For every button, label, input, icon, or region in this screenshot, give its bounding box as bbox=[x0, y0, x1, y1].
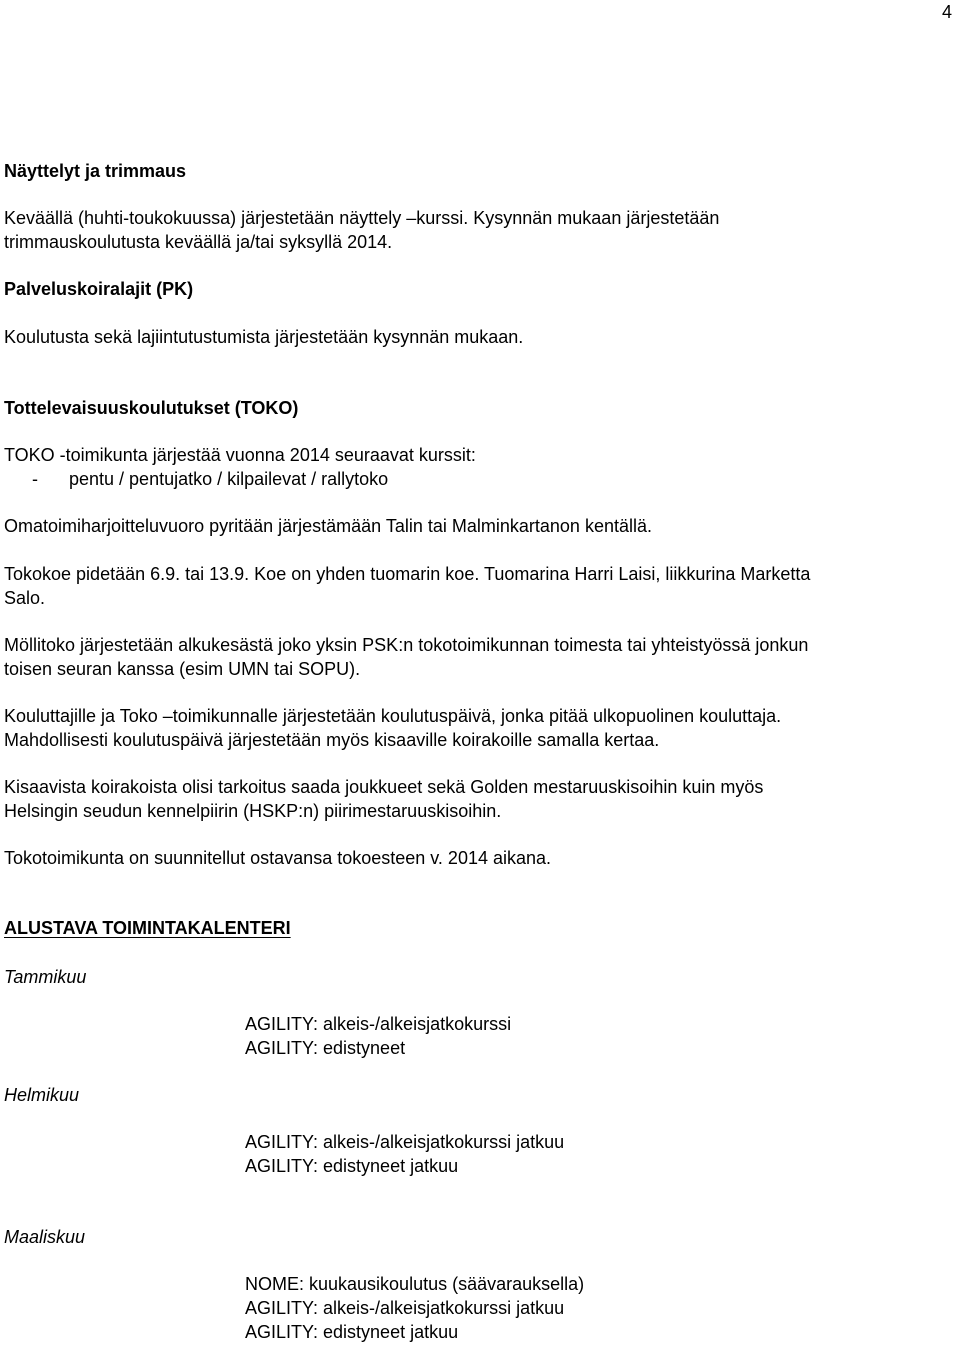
calendar-item: AGILITY: alkeis-/alkeisjatkokurssi jatkuu bbox=[245, 1298, 565, 1318]
toko-paragraph-4-line-2: Mahdollisesti koulutuspäivä järjestetään myös kisaaville koirakoille samalla kertaa. bbox=[4, 730, 660, 750]
calendar-month-march: Maaliskuu bbox=[4, 1227, 86, 1247]
calendar-title: ALUSTAVA TOIMINTAKALENTERI bbox=[4, 918, 291, 938]
toko-paragraph-5-line-2: Helsingin seudun kennelpiirin (HSKP:n) piirimestaruuskisoihin. bbox=[4, 801, 502, 821]
toko-paragraph-3-line-2: toisen seuran kanssa (esim UMN tai SOPU). bbox=[4, 659, 361, 679]
toko-paragraph-2-line-2: Salo. bbox=[4, 588, 46, 608]
pk-text-line-1: Koulutusta sekä lajiintutustumista järjestetään kysynnän mukaan. bbox=[4, 327, 524, 347]
section-title-pk: Palveluskoiralajit (PK) bbox=[4, 279, 194, 299]
toko-paragraph-6: Tokotoimikunta on suunnitellut ostavansa tokoesteen v. 2014 aikana. bbox=[4, 848, 552, 868]
shows-text-line-2: trimmauskoulutusta keväällä ja/tai syksyllä 2014. bbox=[4, 232, 393, 252]
calendar-month-february: Helmikuu bbox=[4, 1085, 80, 1105]
section-title-toko: Tottelevaisuuskoulutukset (TOKO) bbox=[4, 398, 299, 418]
toko-paragraph-1: Omatoimiharjoitteluvuoro pyritään järjestämään Talin tai Malminkartanon kentällä. bbox=[4, 516, 652, 536]
toko-paragraph-5-line-1: Kisaavista koirakoista olisi tarkoitus saada joukkueet sekä Golden mestaruuskisoihin kuin myös bbox=[4, 777, 764, 797]
toko-paragraph-3-line-1: Möllitoko järjestetään alkukesästä joko yksin PSK:n tokotoimikunnan toimesta tai yhteistyössä jonkun bbox=[4, 635, 809, 655]
toko-intro: TOKO -toimikunta järjestää vuonna 2014 seuraavat kurssit: bbox=[4, 445, 476, 465]
calendar-item: AGILITY: edistyneet jatkuu bbox=[245, 1156, 459, 1176]
section-title-shows: Näyttelyt ja trimmaus bbox=[4, 161, 187, 181]
calendar-item: AGILITY: alkeis-/alkeisjatkokurssi jatkuu bbox=[245, 1132, 565, 1152]
calendar-item: NOME: kuukausikoulutus (säävarauksella) bbox=[245, 1274, 585, 1294]
calendar-item: AGILITY: edistyneet bbox=[245, 1038, 406, 1058]
shows-text-line-1: Keväällä (huhti-toukokuussa) järjestetään näyttely –kurssi. Kysynnän mukaan järjestetään bbox=[4, 208, 720, 228]
toko-list-dash: - bbox=[32, 469, 38, 489]
calendar-month-january: Tammikuu bbox=[4, 967, 87, 987]
toko-paragraph-2-line-1: Tokokoe pidetään 6.9. tai 13.9. Koe on yhden tuomarin koe. Tuomarina Harri Laisi, liikkurina Marketta bbox=[4, 564, 811, 584]
toko-list-item: pentu / pentujatko / kilpailevat / rallytoko bbox=[69, 469, 389, 489]
calendar-item: AGILITY: edistyneet jatkuu bbox=[245, 1322, 459, 1342]
calendar-item: AGILITY: alkeis-/alkeisjatkokurssi bbox=[245, 1014, 512, 1034]
page-number: 4 bbox=[941, 2, 952, 22]
toko-paragraph-4-line-1: Kouluttajille ja Toko –toimikunnalle järjestetään koulutuspäivä, jonka pitää ulkopuolinen kouluttaja. bbox=[4, 706, 782, 726]
